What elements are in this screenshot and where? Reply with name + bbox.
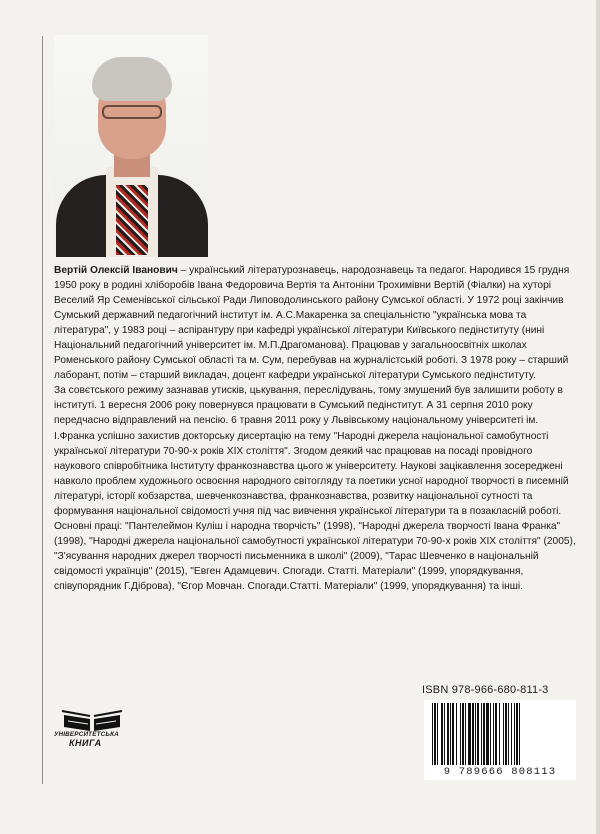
photo-embroidery <box>116 185 148 255</box>
bio-paragraph-1 <box>54 263 580 383</box>
photo-glasses <box>102 105 162 119</box>
publisher-name-line1: УНІВЕРСИТЕТСЬКА <box>54 731 119 738</box>
bio-paragraph-2: За совєтського режиму зазнавав утисків, цькування, переслідувань, тому змушений був залишити роботу в інституті. 1 вересня 2006 року повернувся працювати в Сумський педінститут. А 31 серпня 2010 року передчасно відправлений на пенсію. 6 травня 2011 року у Львівському національному університеті ім. І.Франка успішно захистив докторську дисертацію на тему "Народні джерела національної самобутності української літератури 70-90-х років ХІХ століття". Згодом деякий час працював на посаді провідного наукового співробітника Інституту франкознавства цього ж університету. Наукові зацікавлення зосереджені навколо проблем художнього освоєння народного світогляду та поетики усної народної творчості в писемній літературі, історії кобзарства, шевченкознавства, франкознавства, розвитку національної сутності та формування національної свідомості учня під час вивчення української літератури та в позакласній роботі. <box>54 385 569 517</box>
author-biography <box>54 263 580 594</box>
barcode <box>424 700 576 780</box>
publisher-name-line2: КНИГА <box>69 738 102 748</box>
bio-paragraph-3: Основні праці: "Пантелеймон Куліш і народна творчість" (1998), "Народні джерела творчості Івана Франка" (1998), "Народні джерела національної самобутності української літератури 70-90-х років ХІХ століття" (2005), "З'ясування народних джерел творчості письменника в школі" (2009), "Тарас Шевченко в національній свідомості українців" (2015), "Евген Адамцевич. Спогади. Статті. Матеріали" (1999, упорядкування, співупорядник Г.Діброва), "Єгор Мовчан. Спогади.Статті. Матеріали" (1999, упорядкування) та інші. <box>54 520 576 592</box>
bio-paragraph-1-text: – український літературознавець, народознавець та педагог. Народився 15 грудня 1950 року в родині хліборобів Івана Федоровича Вертія та Антоніни Трохимівни Вертій (Фіалки) на хуторі Веселий Яр Семенівської сільської Ради Липоводолинського району Сумської області. У 1972 році закінчив Сумський державний педагогічний інститут ім. А.С.Макаренка за спеціальністю "українська мова та література", у 1983 році – аспірантуру при кафедрі української літератури Київського педінституту (нині Національний педагогічний університет ім. М.П.Драгоманова). Працював у загальноосвітніх школах Роменського району Сумської області та м. Сум, перебував на журналістській роботі. З 1978 року – старший лаборант, потім – старший викладач, доцент кафедри української літератури Сумського педінституту. <box>54 265 570 382</box>
page-edge-shadow <box>596 0 600 834</box>
vertical-rule <box>42 36 43 784</box>
author-photo <box>54 35 208 257</box>
photo-hair <box>92 57 172 101</box>
barcode-bar <box>520 703 521 765</box>
isbn-label: ISBN 978-966-680-811-3 <box>422 684 549 696</box>
author-name: Вертій Олексій Іванович <box>54 265 178 276</box>
barcode-digits: 9 789666 808113 <box>443 766 557 778</box>
barcode-bars <box>432 703 568 765</box>
